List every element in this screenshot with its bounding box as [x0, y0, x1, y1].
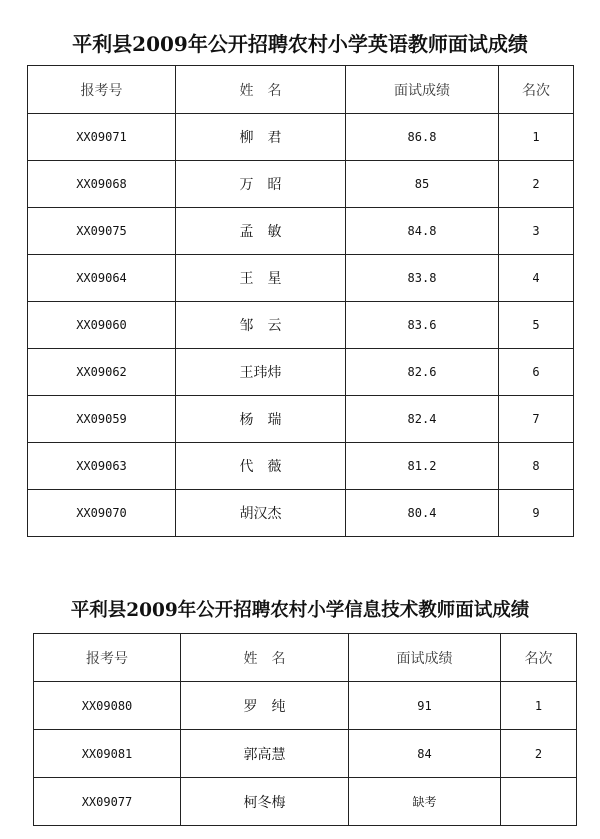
interview-score-cell: 82.6 [346, 349, 499, 396]
exam-id-cell: XX09062 [28, 349, 176, 396]
exam-id-cell: XX09071 [28, 114, 176, 161]
interview-score-cell: 84 [349, 730, 501, 778]
rank-cell: 7 [499, 396, 574, 443]
table-header-row [28, 66, 574, 114]
name-cell: 胡汉杰 [176, 490, 346, 537]
exam-id-cell: XX09064 [28, 255, 176, 302]
table-row [28, 396, 574, 443]
exam-id-cell: XX09059 [28, 396, 176, 443]
exam-id-cell: XX09080 [34, 682, 181, 730]
name-cell: 柯冬梅 [181, 778, 349, 826]
header-rank: 名次 [501, 634, 577, 682]
exam-id-cell: XX09077 [34, 778, 181, 826]
rank-cell: 2 [501, 730, 577, 778]
table-row [28, 302, 574, 349]
name-cell: 杨 瑞 [176, 396, 346, 443]
table-row [28, 255, 574, 302]
rank-cell: 1 [501, 682, 577, 730]
rank-cell: 1 [499, 114, 574, 161]
it-teacher-results-table [33, 633, 577, 826]
interview-score-cell: 85 [346, 161, 499, 208]
rank-cell: 8 [499, 443, 574, 490]
table-row [34, 778, 577, 826]
rank-cell: 3 [499, 208, 574, 255]
rank-cell: 9 [499, 490, 574, 537]
english-teacher-results-table [27, 65, 574, 537]
header-name: 姓 名 [176, 66, 346, 114]
name-cell: 万 昭 [176, 161, 346, 208]
table-row [28, 208, 574, 255]
interview-score-cell: 81.2 [346, 443, 499, 490]
name-cell: 郭高慧 [181, 730, 349, 778]
name-cell: 柳 君 [176, 114, 346, 161]
table-header-row [34, 634, 577, 682]
header-exam-id: 报考号 [34, 634, 181, 682]
name-cell: 孟 敏 [176, 208, 346, 255]
name-cell: 王玮炜 [176, 349, 346, 396]
rank-cell [501, 778, 577, 826]
table-row [28, 443, 574, 490]
header-exam-id: 报考号 [28, 66, 176, 114]
header-interview-score: 面试成绩 [349, 634, 501, 682]
exam-id-cell: XX09068 [28, 161, 176, 208]
interview-score-cell: 82.4 [346, 396, 499, 443]
table-row [28, 349, 574, 396]
interview-score-cell: 86.8 [346, 114, 499, 161]
exam-id-cell: XX09075 [28, 208, 176, 255]
interview-score-cell: 83.6 [346, 302, 499, 349]
exam-id-cell: XX09081 [34, 730, 181, 778]
table-row [34, 730, 577, 778]
header-interview-score: 面试成绩 [346, 66, 499, 114]
name-cell: 罗 纯 [181, 682, 349, 730]
table-row [28, 490, 574, 537]
header-name: 姓 名 [181, 634, 349, 682]
header-rank: 名次 [499, 66, 574, 114]
it-teacher-results-title: 平利县2009年公开招聘农村小学信息技术教师面试成绩 [70, 600, 530, 621]
name-cell: 邹 云 [176, 302, 346, 349]
exam-id-cell: XX09060 [28, 302, 176, 349]
interview-score-cell: 91 [349, 682, 501, 730]
interview-score-cell: 80.4 [346, 490, 499, 537]
rank-cell: 6 [499, 349, 574, 396]
english-teacher-results-title: 平利县2009年公开招聘农村小学英语教师面试成绩 [72, 32, 528, 56]
interview-score-cell: 84.8 [346, 208, 499, 255]
rank-cell: 5 [499, 302, 574, 349]
table-row [28, 114, 574, 161]
table-row [28, 161, 574, 208]
table-row [34, 682, 577, 730]
exam-id-cell: XX09063 [28, 443, 176, 490]
interview-score-cell: 缺考 [349, 778, 501, 826]
name-cell: 代 薇 [176, 443, 346, 490]
exam-id-cell: XX09070 [28, 490, 176, 537]
rank-cell: 4 [499, 255, 574, 302]
name-cell: 王 星 [176, 255, 346, 302]
rank-cell: 2 [499, 161, 574, 208]
interview-score-cell: 83.8 [346, 255, 499, 302]
